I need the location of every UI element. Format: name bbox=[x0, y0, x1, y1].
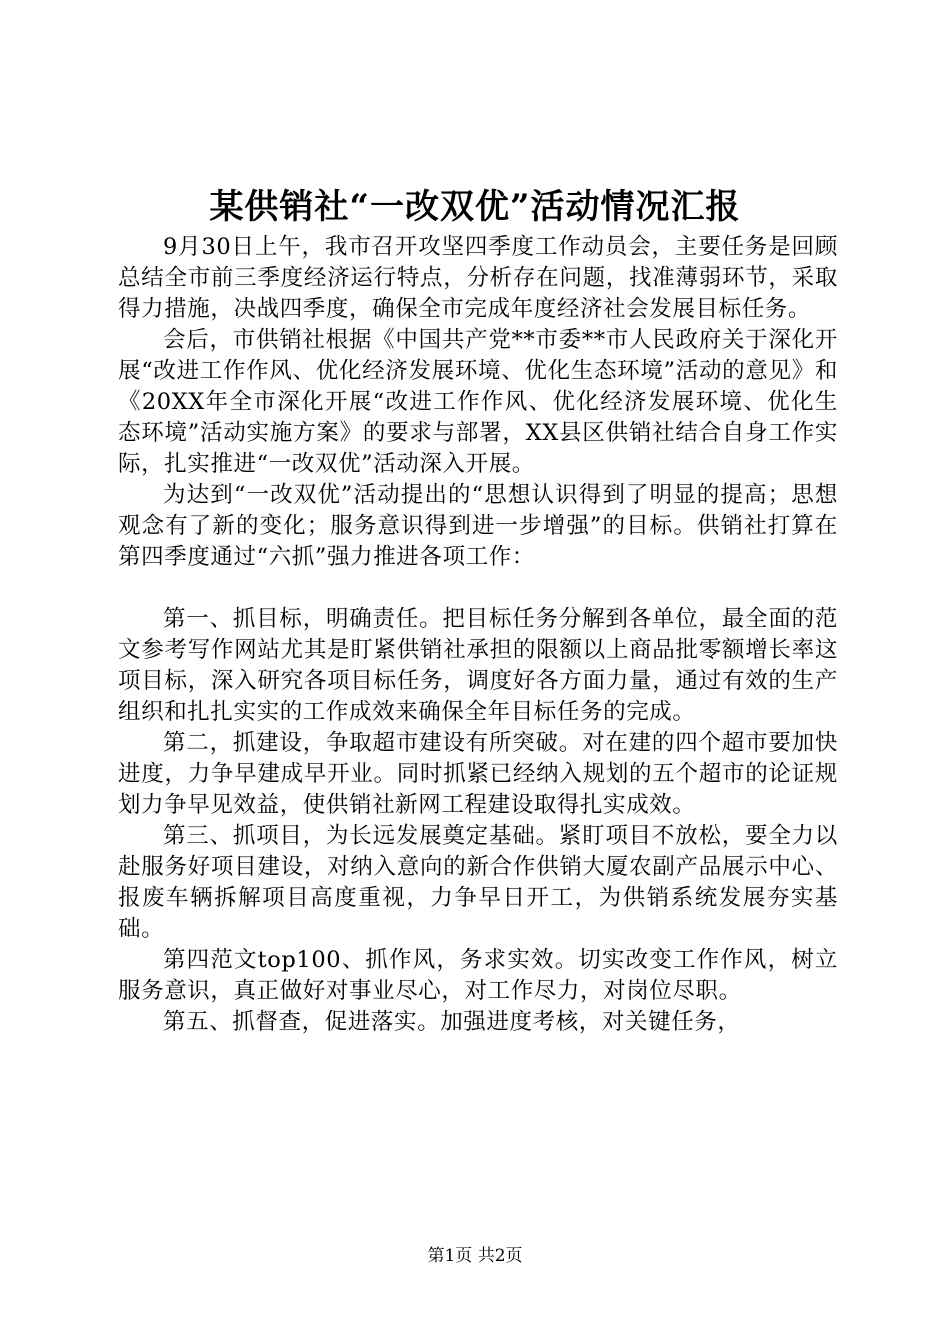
paragraph-item-2: 第二，抓建设，争取超市建设有所突破。对在建的四个超市要加快进度，力争早建成早开业。同时抓紧已经纳入规划的五个超市的论证规划力争早见效益，使供销社新网工程建设取得扎实成效。 bbox=[118, 730, 838, 818]
paragraph-item-5: 第五、抓督查，促进落实。加强进度考核，对关键任务， bbox=[163, 1009, 741, 1035]
paragraph-goals: 为达到“一改双优”活动提出的“思想认识得到了明显的提高；思想观念有了新的变化；服务意识得到进一步增强”的目标。供销社打算在第四季度通过“六抓”强力推进各项工作： bbox=[118, 482, 838, 570]
document-body bbox=[118, 232, 838, 1038]
paragraph-deployment: 会后，市供销社根据《中国共产党**市委**市人民政府关于深化开展“改进工作作风、优化经济发展环境、优化生态环境”活动的意见》和《20XX年全市深化开展“改进工作作风、优化经济发展环境、优化生态环境”活动实施方案》的要求与部署，XX县区供销社结合自身工作实际，扎实推进“一改双优”活动深入开展。 bbox=[118, 327, 838, 477]
paragraph-meeting-summary: 9月30日上午，我市召开攻坚四季度工作动员会，主要任务是回顾总结全市前三季度经济运行特点，分析存在问题，找准薄弱环节，采取得力措施，决战四季度，确保全市完成年度经济社会发展目标任务。 bbox=[118, 234, 838, 322]
page-number-footer: 第1页 共2页 bbox=[427, 1246, 523, 1266]
document-title: 某供销社“一改双优”活动情况汇报 bbox=[209, 187, 741, 227]
paragraph-item-3: 第三、抓项目，为长远发展奠定基础。紧盯项目不放松，要全力以赴服务好项目建设，对纳入意向的新合作供销大厦农副产品展示中心、报废车辆拆解项目高度重视，力争早日开工，为供销系统发展夯实基础。 bbox=[118, 823, 838, 942]
paragraph-item-1: 第一、抓目标，明确责任。把目标任务分解到各单位，最全面的范文参考写作网站尤其是盯紧供销社承担的限额以上商品批零额增长率这项目标，深入研究各项目标任务，调度好各方面力量，通过有效的生产组织和扎扎实实的工作成效来确保全年目标任务的完成。 bbox=[118, 606, 838, 725]
paragraph-spacer bbox=[118, 573, 838, 604]
paragraph-item-4: 第四范文top100、抓作风，务求实效。切实改变工作作风，树立服务意识，真正做好对事业尽心，对工作尽力，对岗位尽职。 bbox=[118, 947, 838, 1004]
